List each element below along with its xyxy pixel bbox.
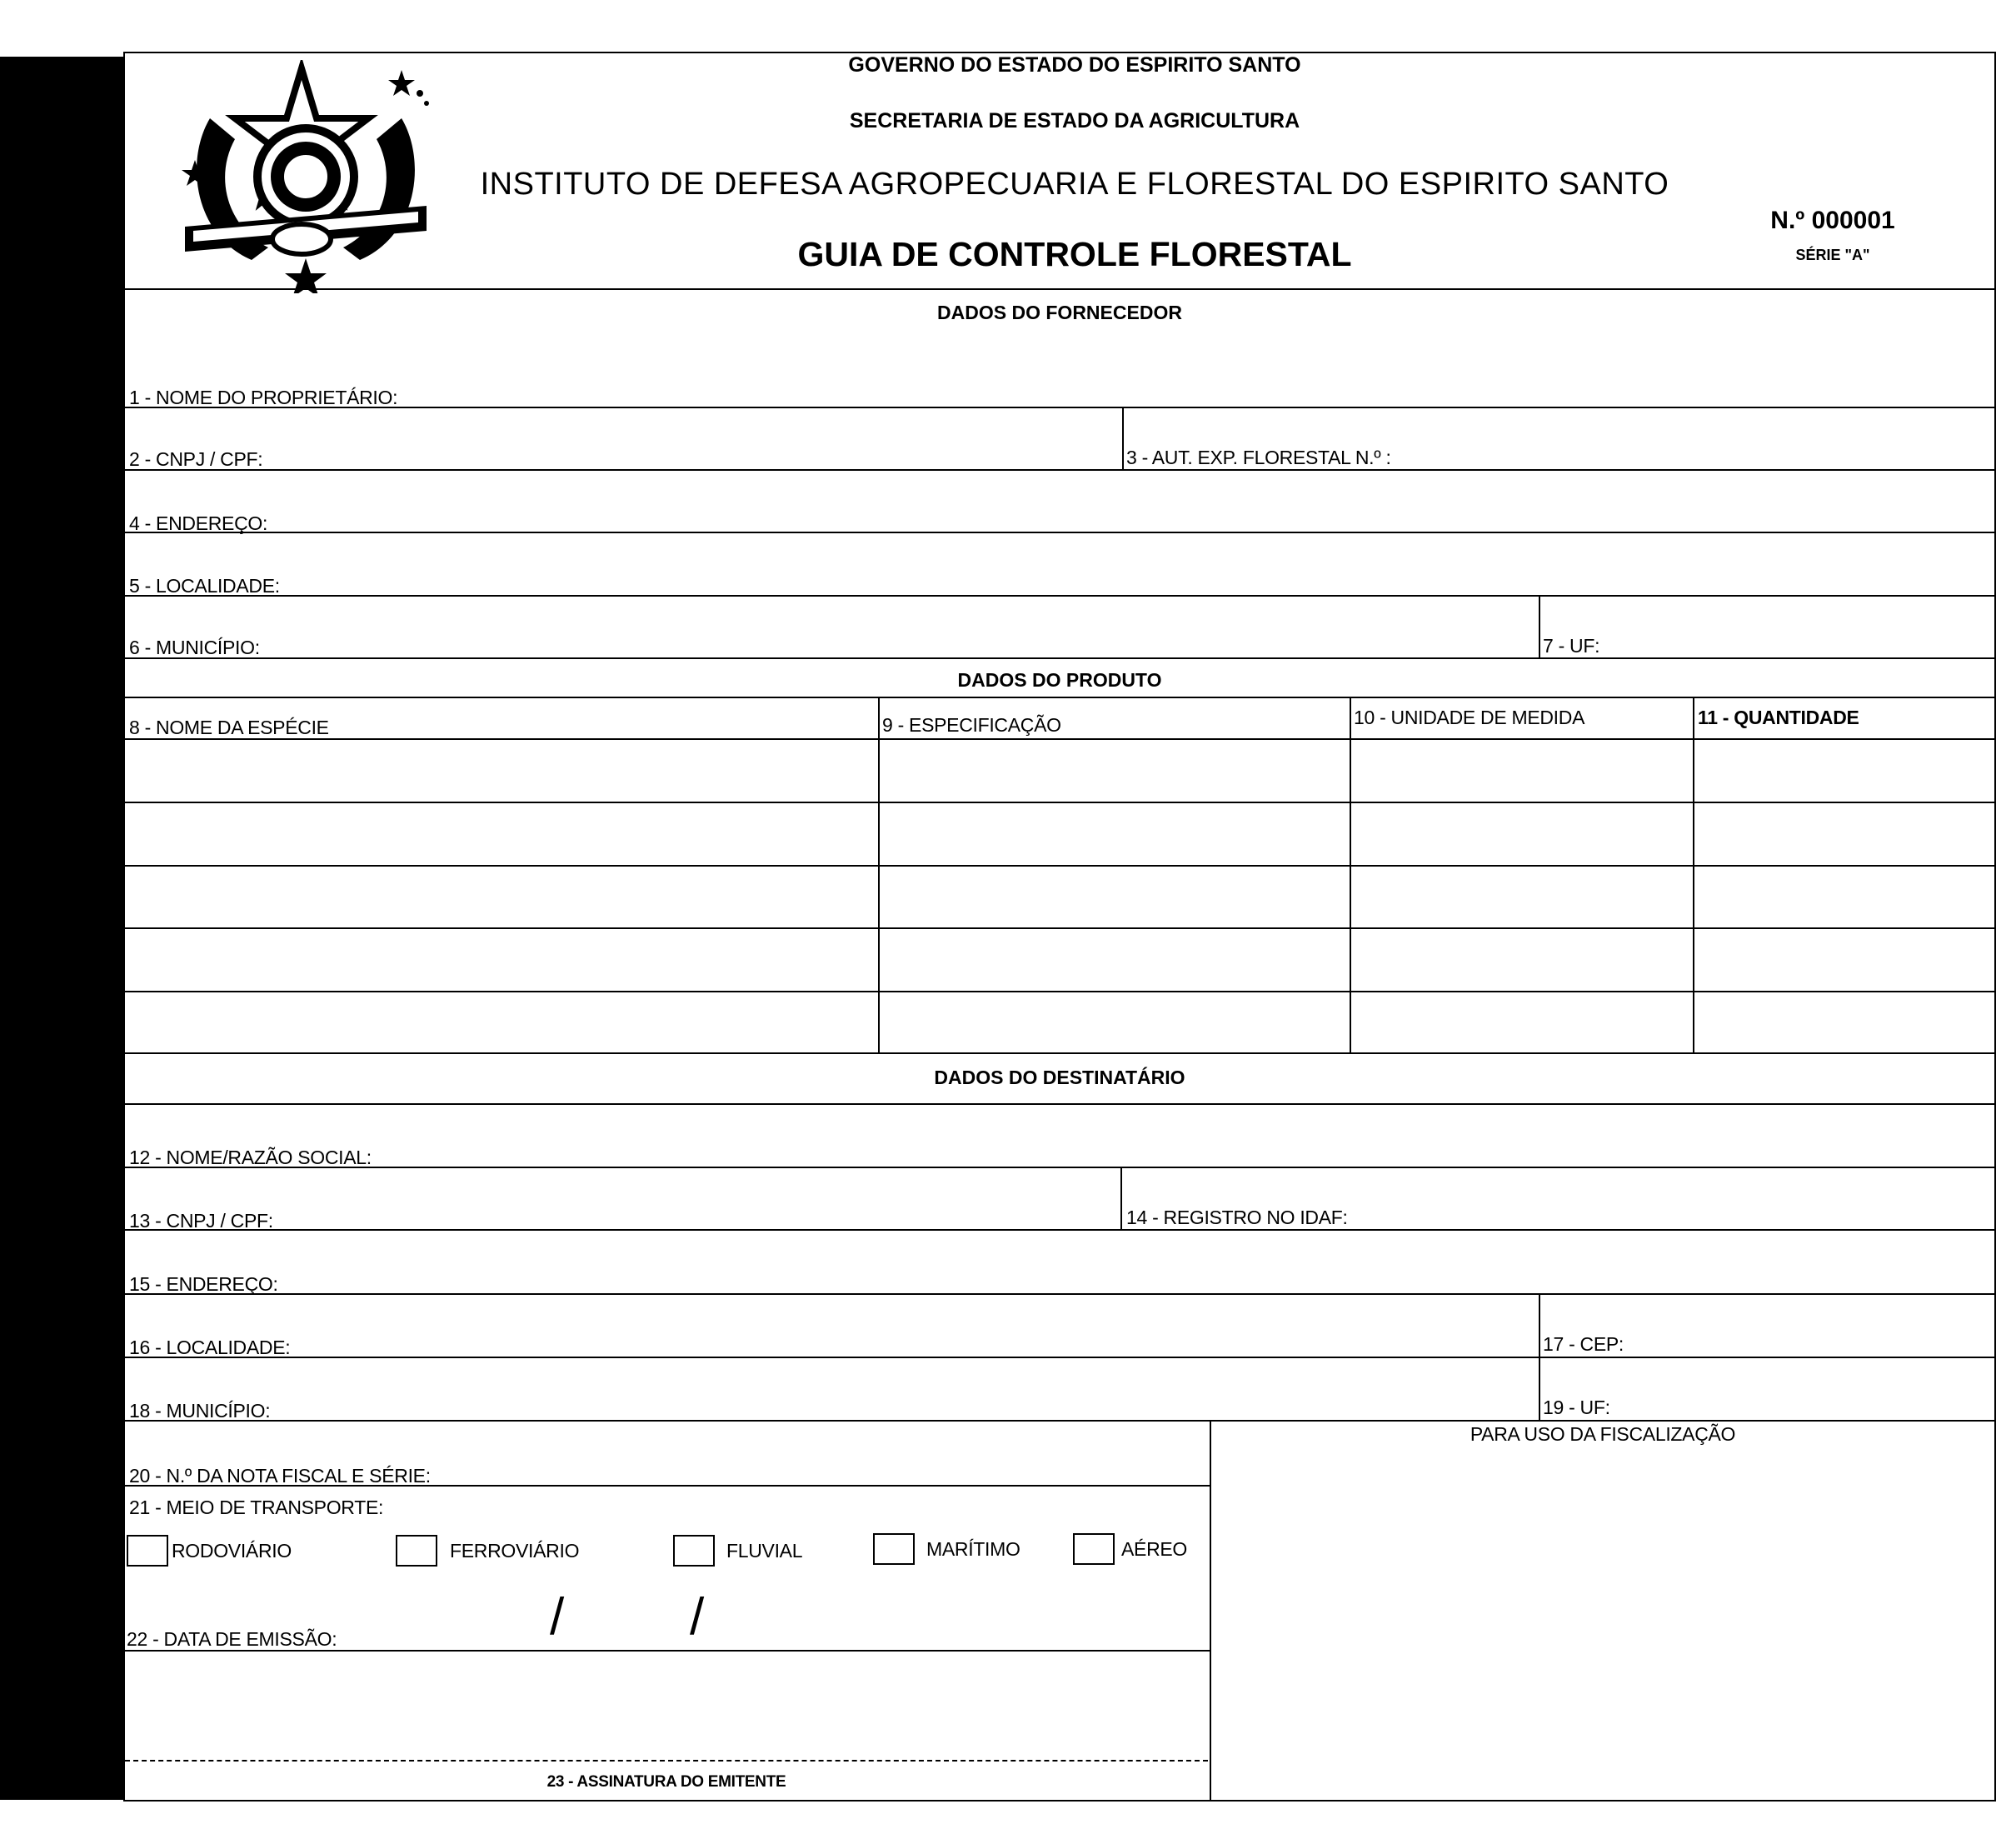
field-label-recipient-address: 15 - ENDEREÇO: bbox=[129, 1273, 278, 1295]
divider bbox=[123, 469, 1996, 471]
section-title-produto: DADOS DO PRODUTO bbox=[957, 669, 1162, 691]
header-secretariat: SECRETARIA DE ESTADO DA AGRICULTURA bbox=[849, 109, 1300, 132]
field-label-invoice: 20 - N.º DA NOTA FISCAL E SÉRIE: bbox=[129, 1465, 431, 1487]
divider bbox=[878, 697, 880, 1052]
inspection-area-title: PARA USO DA FISCALIZAÇÃO bbox=[1470, 1423, 1736, 1445]
header-institute: INSTITUTO DE DEFESA AGROPECUARIA E FLORESTAL DO ESPIRITO SANTO bbox=[480, 167, 1669, 202]
table-row bbox=[123, 991, 1996, 992]
divider bbox=[123, 595, 1996, 597]
checkbox-label-road: RODOVIÁRIO bbox=[172, 1540, 292, 1562]
divider bbox=[123, 1052, 1996, 1054]
field-label-supplier-cnpj: 2 - CNPJ / CPF: bbox=[129, 448, 263, 470]
field-label-transport: 21 - MEIO DE TRANSPORTE: bbox=[129, 1497, 384, 1518]
divider bbox=[123, 1650, 1210, 1652]
checkbox-label-maritime: MARÍTIMO bbox=[926, 1538, 1020, 1560]
divider bbox=[1693, 697, 1694, 1052]
divider bbox=[123, 657, 1996, 659]
checkbox-label-rail: FERROVIÁRIO bbox=[450, 1540, 580, 1562]
field-label-issue-date: 22 - DATA DE EMISSÃO: bbox=[127, 1628, 337, 1650]
signature-label: 23 - ASSINATURA DO EMITENTE bbox=[546, 1773, 786, 1791]
table-row bbox=[123, 802, 1996, 803]
field-label-forest-authorization: 3 - AUT. EXP. FLORESTAL N.º : bbox=[1126, 447, 1391, 468]
divider bbox=[123, 697, 1996, 698]
divider bbox=[1350, 697, 1351, 1052]
date-separator: / bbox=[550, 1588, 565, 1646]
divider bbox=[123, 1420, 1996, 1422]
checkbox-rail[interactable] bbox=[396, 1535, 437, 1567]
header-government: GOVERNO DO ESTADO DO ESPIRITO SANTO bbox=[848, 53, 1301, 77]
divider bbox=[123, 1485, 1210, 1487]
divider bbox=[1122, 407, 1124, 469]
checkbox-label-air: AÉREO bbox=[1121, 1538, 1188, 1560]
column-header-specification: 9 - ESPECIFICAÇÃO bbox=[882, 714, 1061, 736]
divider bbox=[123, 1357, 1996, 1358]
field-label-supplier-locality: 5 - LOCALIDADE: bbox=[129, 575, 280, 597]
field-label-recipient-municipality: 18 - MUNICÍPIO: bbox=[129, 1400, 271, 1422]
divider bbox=[123, 1167, 1996, 1168]
field-label-recipient-locality: 16 - LOCALIDADE: bbox=[129, 1337, 291, 1358]
divider bbox=[123, 1229, 1996, 1231]
date-separator: / bbox=[690, 1588, 705, 1646]
column-header-quantity: 11 - QUANTIDADE bbox=[1698, 707, 1859, 728]
field-label-supplier-address: 4 - ENDEREÇO: bbox=[129, 512, 268, 534]
table-row bbox=[123, 927, 1996, 929]
checkbox-label-river: FLUVIAL bbox=[726, 1540, 803, 1562]
table-row bbox=[123, 738, 1996, 740]
divider bbox=[123, 532, 1996, 533]
divider bbox=[1120, 1167, 1122, 1229]
field-label-supplier-municipality: 6 - MUNICÍPIO: bbox=[129, 637, 260, 658]
scan-black-margin bbox=[0, 57, 123, 1800]
field-label-recipient-cep: 17 - CEP: bbox=[1543, 1333, 1624, 1355]
checkbox-road[interactable] bbox=[127, 1535, 168, 1567]
divider bbox=[123, 1293, 1996, 1295]
section-title-fornecedor: DADOS DO FORNECEDOR bbox=[937, 302, 1182, 323]
table-row bbox=[123, 865, 1996, 867]
divider bbox=[123, 1103, 1996, 1105]
checkbox-river[interactable] bbox=[673, 1535, 715, 1567]
field-label-supplier-uf: 7 - UF: bbox=[1543, 635, 1600, 657]
form-series: SÉRIE "A" bbox=[1795, 247, 1870, 263]
coat-of-arms-emblem bbox=[177, 60, 435, 293]
column-header-unit: 10 - UNIDADE DE MEDIDA bbox=[1354, 707, 1585, 728]
divider bbox=[1539, 595, 1540, 657]
field-label-recipient-uf: 19 - UF: bbox=[1543, 1397, 1610, 1418]
divider bbox=[123, 407, 1996, 408]
section-title-destinatario: DADOS DO DESTINATÁRIO bbox=[934, 1067, 1185, 1088]
divider bbox=[1210, 1420, 1211, 1802]
field-label-idaf-registry: 14 - REGISTRO NO IDAF: bbox=[1126, 1207, 1348, 1228]
divider bbox=[123, 288, 1996, 290]
form-title: GUIA DE CONTROLE FLORESTAL bbox=[797, 235, 1352, 273]
checkbox-air[interactable] bbox=[1073, 1533, 1115, 1565]
column-header-species: 8 - NOME DA ESPÉCIE bbox=[129, 717, 329, 738]
field-label-owner-name: 1 - NOME DO PROPRIETÁRIO: bbox=[129, 387, 398, 408]
signature-line bbox=[125, 1760, 1208, 1762]
field-label-recipient-cnpj: 13 - CNPJ / CPF: bbox=[129, 1210, 273, 1232]
checkbox-maritime[interactable] bbox=[873, 1533, 915, 1565]
field-label-recipient-name: 12 - NOME/RAZÃO SOCIAL: bbox=[129, 1147, 372, 1168]
form-number: N.º 000001 bbox=[1770, 207, 1895, 234]
